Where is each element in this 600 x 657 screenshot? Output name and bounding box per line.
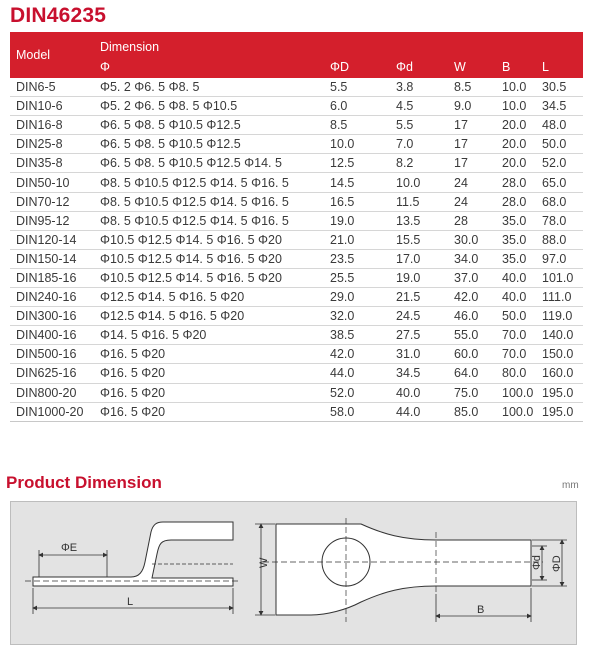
cell-model: DIN16-8 xyxy=(10,116,94,135)
cell-l: 150.0 xyxy=(536,345,583,364)
table-row xyxy=(10,211,583,230)
cell-l: 88.0 xyxy=(536,230,583,249)
cell-model: DIN240-16 xyxy=(10,288,94,307)
cell-phi-d-outer: 52.0 xyxy=(324,383,390,402)
cell-phi-d-inner: 44.0 xyxy=(390,402,448,421)
label-phi-d-outer: ΦD xyxy=(551,555,563,572)
cell-l: 68.0 xyxy=(536,192,583,211)
cell-b: 40.0 xyxy=(496,288,536,307)
cell-phi-d-outer: 32.0 xyxy=(324,307,390,326)
table-row xyxy=(10,364,583,383)
column-header-phi-d-inner: Φd xyxy=(390,56,448,78)
dim-width xyxy=(255,524,275,615)
cell-phi-d-inner: 19.0 xyxy=(390,268,448,287)
cell-w: 64.0 xyxy=(448,364,496,383)
cell-phi: Φ16. 5 Φ20 xyxy=(94,383,324,402)
page-title: DIN46235 xyxy=(10,4,107,27)
cell-model: DIN10-6 xyxy=(10,97,94,116)
dimension-drawing xyxy=(10,501,577,645)
cell-b: 70.0 xyxy=(496,345,536,364)
cell-phi-d-inner: 15.5 xyxy=(390,230,448,249)
table-row xyxy=(10,326,583,345)
cell-phi: Φ10.5 Φ12.5 Φ14. 5 Φ16. 5 Φ20 xyxy=(94,249,324,268)
cell-b: 35.0 xyxy=(496,230,536,249)
cell-phi-d-inner: 3.8 xyxy=(390,78,448,97)
cell-b: 80.0 xyxy=(496,364,536,383)
cell-model: DIN625-16 xyxy=(10,364,94,383)
cell-phi-d-inner: 11.5 xyxy=(390,192,448,211)
cell-phi-d-inner: 13.5 xyxy=(390,211,448,230)
cell-phi-d-outer: 21.0 xyxy=(324,230,390,249)
cell-phi-d-inner: 5.5 xyxy=(390,116,448,135)
table-row xyxy=(10,345,583,364)
cell-phi-d-outer: 25.5 xyxy=(324,268,390,287)
cell-b: 28.0 xyxy=(496,173,536,192)
table-row xyxy=(10,78,583,97)
cell-w: 9.0 xyxy=(448,97,496,116)
cell-b: 35.0 xyxy=(496,211,536,230)
cell-l: 50.0 xyxy=(536,135,583,154)
table-row xyxy=(10,307,583,326)
cell-model: DIN150-14 xyxy=(10,249,94,268)
cell-l: 195.0 xyxy=(536,383,583,402)
table-row xyxy=(10,383,583,402)
cell-w: 28 xyxy=(448,211,496,230)
cell-model: DIN35-8 xyxy=(10,154,94,173)
cell-phi-d-inner: 40.0 xyxy=(390,383,448,402)
cell-l: 119.0 xyxy=(536,307,583,326)
cell-phi-d-outer: 29.0 xyxy=(324,288,390,307)
column-header-w: W xyxy=(448,56,496,78)
table-row xyxy=(10,154,583,173)
cell-w: 17 xyxy=(448,135,496,154)
cell-l: 111.0 xyxy=(536,288,583,307)
cell-phi-d-outer: 8.5 xyxy=(324,116,390,135)
cell-w: 37.0 xyxy=(448,268,496,287)
cell-l: 52.0 xyxy=(536,154,583,173)
dim-phi-e xyxy=(39,550,107,577)
cell-w: 60.0 xyxy=(448,345,496,364)
cell-l: 65.0 xyxy=(536,173,583,192)
cell-model: DIN1000-20 xyxy=(10,402,94,421)
cell-phi-d-outer: 44.0 xyxy=(324,364,390,383)
cell-phi: Φ10.5 Φ12.5 Φ14. 5 Φ16. 5 Φ20 xyxy=(94,230,324,249)
top-view-lug-outline xyxy=(276,524,531,615)
table-row xyxy=(10,288,583,307)
cell-w: 55.0 xyxy=(448,326,496,345)
cell-model: DIN800-20 xyxy=(10,383,94,402)
label-length: L xyxy=(127,596,134,608)
cell-model: DIN70-12 xyxy=(10,192,94,211)
cell-w: 34.0 xyxy=(448,249,496,268)
cell-phi: Φ6. 5 Φ8. 5 Φ10.5 Φ12.5 xyxy=(94,116,324,135)
table-row xyxy=(10,402,583,421)
cell-phi-d-inner: 17.0 xyxy=(390,249,448,268)
cell-model: DIN95-12 xyxy=(10,211,94,230)
column-header-b: B xyxy=(496,56,536,78)
label-phi-d-inner: Φd xyxy=(531,555,543,570)
cell-b: 40.0 xyxy=(496,268,536,287)
cell-w: 17 xyxy=(448,116,496,135)
cell-phi: Φ14. 5 Φ16. 5 Φ20 xyxy=(94,326,324,345)
section-title: Product Dimension xyxy=(6,473,162,492)
table-row xyxy=(10,135,583,154)
table-row xyxy=(10,192,583,211)
cell-w: 46.0 xyxy=(448,307,496,326)
side-view xyxy=(25,522,241,586)
cell-phi-d-inner: 7.0 xyxy=(390,135,448,154)
cell-phi-d-outer: 42.0 xyxy=(324,345,390,364)
cell-l: 101.0 xyxy=(536,268,583,287)
cell-l: 30.5 xyxy=(536,78,583,97)
cell-phi: Φ6. 5 Φ8. 5 Φ10.5 Φ12.5 xyxy=(94,135,324,154)
cell-phi-d-outer: 10.0 xyxy=(324,135,390,154)
cell-b: 100.0 xyxy=(496,383,536,402)
cell-phi: Φ16. 5 Φ20 xyxy=(94,402,324,421)
cell-l: 140.0 xyxy=(536,326,583,345)
model-column-header: Model xyxy=(10,32,94,78)
cell-phi-d-outer: 23.5 xyxy=(324,249,390,268)
spec-table xyxy=(10,32,583,422)
cell-phi: Φ8. 5 Φ10.5 Φ12.5 Φ14. 5 Φ16. 5 xyxy=(94,173,324,192)
cell-l: 78.0 xyxy=(536,211,583,230)
cell-b: 35.0 xyxy=(496,249,536,268)
column-header-phi: Φ xyxy=(94,56,324,78)
cell-phi: Φ8. 5 Φ10.5 Φ12.5 Φ14. 5 Φ16. 5 xyxy=(94,211,324,230)
cell-phi-d-inner: 31.0 xyxy=(390,345,448,364)
lug-drawing-svg xyxy=(11,502,576,644)
cell-phi: Φ12.5 Φ14. 5 Φ16. 5 Φ20 xyxy=(94,307,324,326)
cell-l: 160.0 xyxy=(536,364,583,383)
label-width: W xyxy=(258,557,270,568)
table-row xyxy=(10,173,583,192)
table-row xyxy=(10,230,583,249)
cell-w: 85.0 xyxy=(448,402,496,421)
cell-b: 20.0 xyxy=(496,116,536,135)
cell-phi-d-inner: 24.5 xyxy=(390,307,448,326)
cell-phi-d-inner: 34.5 xyxy=(390,364,448,383)
cell-phi-d-inner: 27.5 xyxy=(390,326,448,345)
cell-b: 10.0 xyxy=(496,78,536,97)
cell-phi: Φ16. 5 Φ20 xyxy=(94,345,324,364)
cell-phi-d-outer: 58.0 xyxy=(324,402,390,421)
table-row xyxy=(10,116,583,135)
cell-phi-d-outer: 16.5 xyxy=(324,192,390,211)
cell-b: 10.0 xyxy=(496,97,536,116)
cell-phi-d-outer: 12.5 xyxy=(324,154,390,173)
table-header xyxy=(10,32,583,78)
dimension-group-header: Dimension xyxy=(94,32,583,56)
cell-phi-d-outer: 19.0 xyxy=(324,211,390,230)
cell-w: 30.0 xyxy=(448,230,496,249)
cell-phi: Φ12.5 Φ14. 5 Φ16. 5 Φ20 xyxy=(94,288,324,307)
cell-w: 17 xyxy=(448,154,496,173)
cell-phi-d-outer: 38.5 xyxy=(324,326,390,345)
cell-b: 100.0 xyxy=(496,402,536,421)
cell-model: DIN185-16 xyxy=(10,268,94,287)
cell-model: DIN500-16 xyxy=(10,345,94,364)
table-row xyxy=(10,268,583,287)
cell-b: 20.0 xyxy=(496,135,536,154)
top-view xyxy=(276,524,531,615)
cell-b: 20.0 xyxy=(496,154,536,173)
cell-phi-d-inner: 4.5 xyxy=(390,97,448,116)
cell-w: 8.5 xyxy=(448,78,496,97)
cell-phi: Φ5. 2 Φ6. 5 Φ8. 5 Φ10.5 xyxy=(94,97,324,116)
cell-model: DIN6-5 xyxy=(10,78,94,97)
cell-model: DIN50-10 xyxy=(10,173,94,192)
cell-phi-d-inner: 10.0 xyxy=(390,173,448,192)
cell-model: DIN25-8 xyxy=(10,135,94,154)
cell-l: 195.0 xyxy=(536,402,583,421)
side-view-lug-outline xyxy=(33,522,233,586)
cell-l: 34.5 xyxy=(536,97,583,116)
label-phi-e: ΦE xyxy=(61,542,78,554)
cell-w: 42.0 xyxy=(448,288,496,307)
cell-l: 97.0 xyxy=(536,249,583,268)
cell-b: 70.0 xyxy=(496,326,536,345)
unit-label: mm xyxy=(562,480,579,491)
cell-b: 50.0 xyxy=(496,307,536,326)
cell-phi-d-outer: 14.5 xyxy=(324,173,390,192)
cell-phi: Φ5. 2 Φ6. 5 Φ8. 5 xyxy=(94,78,324,97)
cell-phi: Φ16. 5 Φ20 xyxy=(94,364,324,383)
cell-phi: Φ8. 5 Φ10.5 Φ12.5 Φ14. 5 Φ16. 5 xyxy=(94,192,324,211)
label-barrel-b: B xyxy=(477,604,485,616)
cell-model: DIN120-14 xyxy=(10,230,94,249)
table-body xyxy=(10,78,583,421)
table-row xyxy=(10,97,583,116)
cell-phi: Φ10.5 Φ12.5 Φ14. 5 Φ16. 5 Φ20 xyxy=(94,268,324,287)
cell-w: 24 xyxy=(448,192,496,211)
cell-phi-d-outer: 5.5 xyxy=(324,78,390,97)
cell-phi: Φ6. 5 Φ8. 5 Φ10.5 Φ12.5 Φ14. 5 xyxy=(94,154,324,173)
cell-w: 75.0 xyxy=(448,383,496,402)
column-header-l: L xyxy=(536,56,583,78)
cell-phi-d-inner: 21.5 xyxy=(390,288,448,307)
cell-phi-d-outer: 6.0 xyxy=(324,97,390,116)
table-row xyxy=(10,249,583,268)
cell-model: DIN400-16 xyxy=(10,326,94,345)
cell-w: 24 xyxy=(448,173,496,192)
column-header-phi-d-outer: ΦD xyxy=(324,56,390,78)
cell-model: DIN300-16 xyxy=(10,307,94,326)
cell-l: 48.0 xyxy=(536,116,583,135)
cell-b: 28.0 xyxy=(496,192,536,211)
cell-phi-d-inner: 8.2 xyxy=(390,154,448,173)
